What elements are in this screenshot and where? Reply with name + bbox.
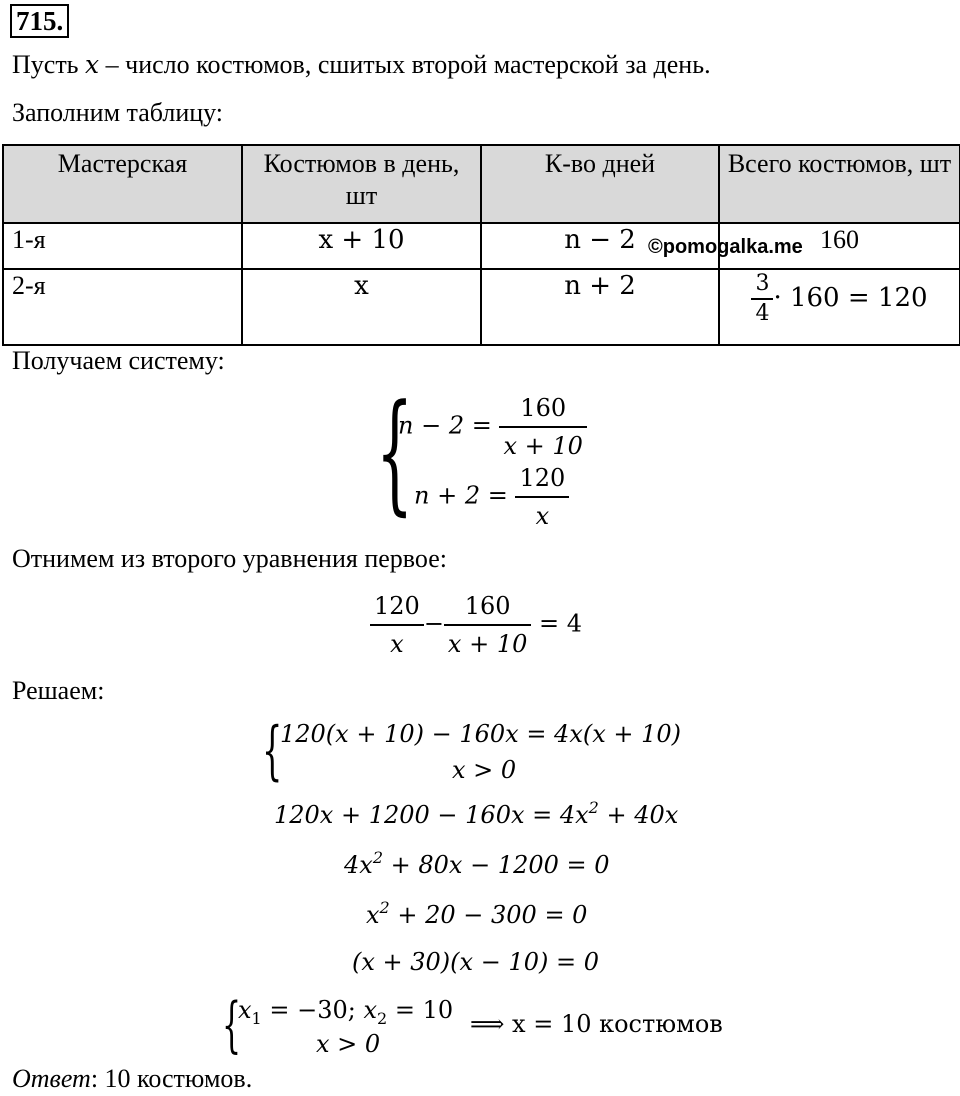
final-roots: $x_1 = -30$; $x_2 = 10$ (238, 996, 454, 1028)
table-cell: n + 2 (481, 269, 719, 345)
fraction-3-4: $\frac{3}{4}$ (751, 270, 773, 328)
table-row (3, 223, 960, 269)
left-brace: { (262, 714, 283, 788)
table-cell: 160 (719, 223, 960, 269)
fill-table-text: Заполним таблицу: (12, 98, 224, 127)
intro-variable: x (85, 50, 100, 79)
left-brace: { (222, 990, 242, 1060)
table-header-row (3, 145, 960, 223)
table-cell: n − 2 (481, 223, 719, 269)
system-text: Получаем систему: (12, 346, 225, 375)
solve-line1: 120(x + 10) − 160x = 4x(x + 10) (280, 720, 682, 748)
subtract-equation: $\frac{120}{x}$ − $\frac{160}{x + 10}$ = 4 (370, 588, 582, 662)
step-2: $4x^2 + 80x - 1200 = 0$ (344, 848, 610, 879)
step-4: (x + 30)(x − 10) = 0 (352, 948, 599, 976)
table-row (3, 269, 960, 345)
fraction: $\frac{160}{x + 10}$ (499, 390, 586, 464)
table-header-cell: К-во дней (481, 145, 719, 223)
watermark: ©pomogalka.me (648, 236, 803, 258)
table-cell: x + 10 (242, 223, 481, 269)
step-1: $120x + 1200 - 160x = 4x^2 + 40x$ (274, 798, 679, 829)
fraction: $\frac{120}{x}$ (370, 588, 424, 662)
system-eq1: n − 2 = $\frac{160}{x + 10}$ (398, 390, 587, 464)
table-cell: $\frac{3}{4}$ · 160 = 120 (719, 269, 960, 345)
problem-number: 715. (10, 4, 69, 38)
table-header-cell: Костюмов в день, шт (242, 145, 481, 223)
subtract-text: Отнимем из второго уравнения первое: (12, 544, 447, 573)
left-brace: { (376, 376, 414, 528)
table-header-cell: Мастерская (3, 145, 242, 223)
intro-text (12, 50, 711, 80)
final-condition: x > 0 (316, 1030, 381, 1058)
intro-prefix: Пусть (12, 50, 86, 79)
answer-text: : 10 костюмов. (90, 1064, 253, 1093)
solve-text: Решаем: (12, 676, 105, 705)
fraction: $\frac{160}{x + 10}$ (444, 588, 531, 662)
step-3: $x^2 + 20 - 300 = 0$ (366, 898, 588, 929)
intro-suffix: – число костюмов, сшитых второй мастерской за день. (99, 50, 711, 79)
final-implication: ⟹ x = 10 костюмов (470, 1010, 723, 1038)
table-cell: 1-я (3, 223, 242, 269)
table-cell: x (242, 269, 481, 345)
table-cell: 2-я (3, 269, 242, 345)
table-header-cell: Всего костюмов, шт (719, 145, 960, 223)
data-table (2, 144, 960, 346)
answer (12, 1064, 252, 1094)
system-eq2: n + 2 = $\frac{120}{x}$ (414, 460, 569, 534)
solve-line2: x > 0 (452, 756, 517, 784)
answer-label: Ответ (12, 1064, 91, 1093)
fraction: $\frac{120}{x}$ (515, 460, 569, 534)
